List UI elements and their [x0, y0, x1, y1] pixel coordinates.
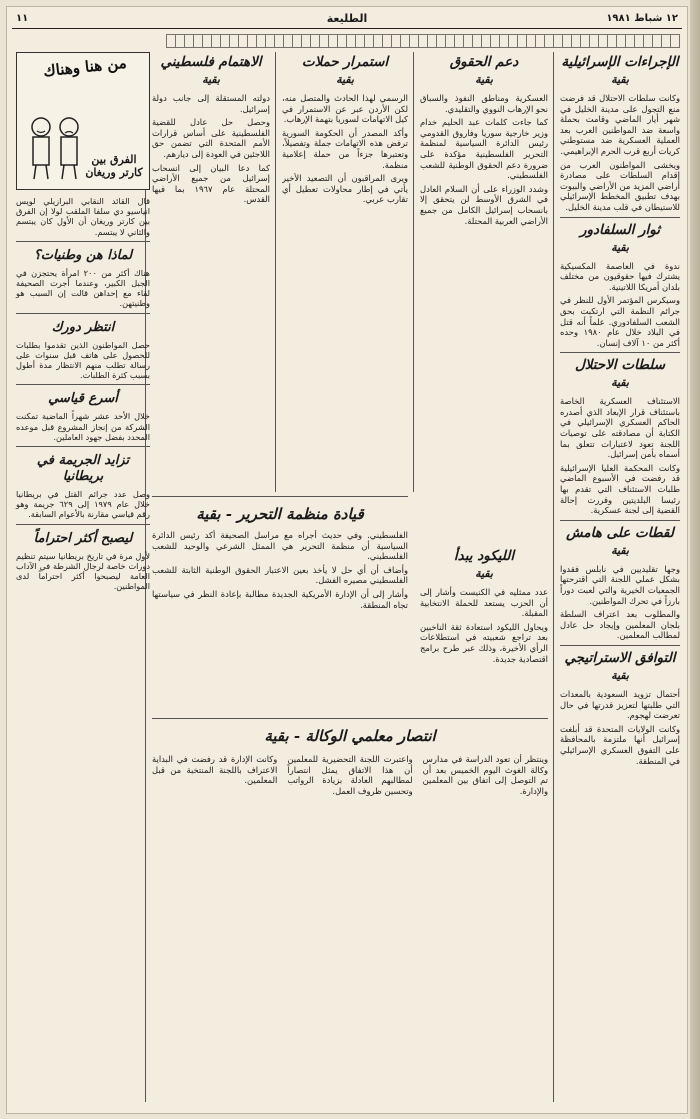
paragraph: وجها تقليديين في نابلس فقدوا بشكل عملي اللجنة التي اقترحتها الجمعيات الخيرية والتي لعبت دوراً بارزاً في تحرك المواطنين. — [560, 563, 680, 606]
headline: التوافق الاستراتيجي — [564, 649, 676, 666]
paragraph: وشدد الوزراء على أن السلام العادل في الشرق الأوسط لن يتحقق إلا بانسحاب إسرائيل الكامل من جميع الأراضي العربية المحتلة. — [420, 183, 548, 226]
subhead: بقية — [336, 73, 354, 86]
divider — [16, 241, 150, 242]
article-israeli-measures — [560, 54, 680, 213]
column-4-top — [152, 52, 270, 492]
sidebar-item-wait-your-turn — [16, 320, 150, 381]
paragraph: وكانت الولايات المتحدة قد أبلغت إسرائيل أنها ملتزمة بالمحافظة على التفوق العسكري الإسرائيلي في المنطقة. — [560, 723, 680, 766]
paragraph: واعتبرت اللجنة التحضيرية للمعلمين أن هذا الاتفاق يمثل انتصاراً لمطالبهم العادلة بزيادة الرواتب وتحسين ظروف العمل. — [287, 754, 413, 796]
divider — [560, 352, 680, 353]
subhead: بقية — [611, 73, 629, 86]
article-plo-leadership — [152, 530, 408, 690]
item-text: لأول مرة في تاريخ بريطانيا سيتم تنظيم دورات خاصة لرجال الشرطة في الآداب العامة ليصبحوا أكثر احتراماً لدى المواطنين. — [16, 550, 150, 592]
column-rule — [413, 52, 414, 492]
headline: انتظر دورك — [51, 319, 115, 335]
plo-leadership-headline-block: قيادة منظمة التحرير - بقية — [196, 505, 364, 523]
divider — [560, 520, 680, 521]
cartoon-text: قال القائد النقابي البرازيلي لويس انياسيو دي سلفا الملقب لولا إن الفرق بين كارتر وريغان أن الأول كان يبتسم والثاني لا يبتسم. — [16, 196, 150, 237]
paragraph: ويخشى المواطنون العرب من إقدام السلطات على مصادرة أراضي المزيد من الأراضي والبيوت بهدف تطبيق المخطط الإسرائيلي للاستيطان في قلب مدينة الخليل. — [560, 159, 680, 212]
section-rule — [152, 718, 548, 719]
headline: استمرار حملات — [301, 54, 389, 70]
subhead: بقية — [196, 505, 221, 523]
subhead: بقية — [264, 727, 289, 745]
headline: الليكود يبدأ — [453, 548, 515, 564]
column-3-top — [282, 52, 408, 492]
article-unrwa-teachers — [152, 754, 548, 1094]
article-salvador-rebels — [560, 222, 680, 349]
subhead: بقية — [611, 240, 629, 254]
article-support-rights — [420, 54, 548, 226]
subhead: بقية — [611, 376, 629, 390]
subhead: بقية — [202, 73, 220, 86]
page-number: ١١ — [16, 13, 29, 24]
newspaper-name: الطليعة — [326, 12, 368, 25]
column-rule — [553, 52, 554, 1102]
paragraph: عدد ممثليه في الكنيست وأشار إلى أن الحزب يستعد للحملة الانتخابية المقبلة. — [420, 587, 548, 619]
headline: سلطات الاحتلال — [574, 357, 666, 374]
headline: أسرع قياسي — [48, 391, 118, 407]
headline: تزايد الجريمة في بريطانيا — [36, 453, 130, 485]
item-text: خلال الأحد عشر شهراً الماضية تمكنت الشركة من إنجاز المشروع قبل موعده المحدد بفضل جهود العاملين. — [16, 411, 150, 442]
paragraph: دولته المستقلة إلى جانب دولة إسرائيل. — [152, 93, 270, 114]
headline: ثوار السلفادور — [579, 221, 661, 238]
divider — [16, 313, 150, 314]
paragraph: ويرى المراقبون أن التصعيد الأخير يأتي في إطار محاولات تعطيل أي تقارب عربي. — [282, 173, 408, 205]
item-text: هناك أكثر من ٢٠٠ امرأة يحتجزن في الجبل الكبير، وعندما أجرت الصحيفة لقاء مع إحداهن قالت إن السبب هو وطنيتهن. — [16, 267, 150, 309]
paragraph: أحتمال تزويد السعودية بالمعدات التي طلبتها لتعزيز قدرتها في حال تعرضت لهجوم. — [560, 688, 680, 721]
page-header — [12, 10, 682, 29]
paragraph: وأكد المصدر أن الحكومة السورية ترفض هذه الاتهامات جملة وتفصيلاً، وتعتبرها جزءاً من حملة إعلامية منظمة. — [282, 127, 408, 170]
subhead: بقية — [611, 543, 629, 557]
binder-edge — [690, 0, 700, 1119]
decorative-ruler — [166, 34, 680, 48]
headline: الاهتمام فلسطيني — [160, 54, 262, 70]
article-nablus-meetings — [560, 525, 680, 641]
divider — [560, 217, 680, 218]
subhead: بقية — [475, 567, 493, 580]
paragraph: وأشار إلى أن الإدارة الأمريكية الجديدة مطالبة بإعادة النظر في سياستها تجاه المنطقة. — [152, 588, 408, 610]
column-2-top — [420, 52, 548, 492]
article-continuing-campaigns — [282, 54, 408, 205]
headline: ليصبح أكثر احتراماً — [33, 530, 133, 546]
sidebar-item-crime-britain — [16, 453, 150, 520]
divider — [16, 446, 150, 447]
subhead: بقية — [611, 668, 629, 682]
newspaper-page — [6, 6, 688, 1114]
cartoon-caption: الفرق بين كارتر وريغان — [85, 153, 143, 179]
headline: قيادة منظمة التحرير — [237, 505, 364, 523]
paragraph: وكانت الإدارة قد رفضت في البداية الاعتراف باللجنة المنتخبة من قبل المعلمين. — [152, 754, 278, 786]
paragraph: وكانت سلطات الاحتلال قد فرضت منع التجول على مدينة الخليل في شهر أيار الماضي وقامت بحملة واسعة ضد المواطنين العرب بعد العملية العسكرية ضد مستوطني كريات أربع قرب الحرم الإبراهيمي. — [560, 93, 680, 156]
sidebar-item-why-patriots — [16, 248, 150, 309]
column-1 — [560, 52, 680, 1104]
article-likud-starts — [420, 546, 548, 706]
subhead: بقية — [475, 73, 493, 86]
sidebar-column — [16, 52, 150, 1106]
paragraph: الاستئناف العسكرية الخاصة باستئناف قرار الإبعاد الذي أصدره الحاكم العسكري الإسرائيلي في الكتابة أن مصادقته على توصيات اللجنة تعود لاعتبارات تتعلق بما أسماه بأمن إسرائيل. — [560, 396, 680, 460]
paragraph: ويحاول الليكود استعادة ثقة الناخبين بعد تراجع شعبيته في استطلاعات الرأي الأخيرة، وذلك عبر طرح برامج اقتصادية جديدة. — [420, 621, 548, 664]
paragraph: وحصل حل عادل للقضية الفلسطينية على أساس قرارات الأمم المتحدة التي تضمن حق اللاجئين في العودة إلى ديارهم. — [152, 117, 270, 159]
paragraph: وأضاف أن أي حل لا يأخذ بعين الاعتبار الحقوق الوطنية الثابتة للشعب الفلسطيني مصيره الفشل. — [152, 564, 408, 586]
article-strategic-consensus — [560, 650, 680, 766]
paragraph: وسيكرس المؤتمر الأول للنظر في جرائم النظمة التي ارتكبت بحق الشعب السلفادوري. علماً أنه قتل في البلاد خلال عام ١٩٨٠ وحده أكثر من ١٠ آلاف إنسان. — [560, 295, 680, 348]
cartoon-box — [16, 52, 150, 190]
column-rule — [275, 52, 276, 492]
headline: الإجراءات الإسرائيلية — [561, 54, 679, 70]
paragraph: الرسمي لهذا الحادث والمتصل منه، لكن الأردن عبر عن الاستمرار في كيل الاتهامات لسوريا بتهمة الإرهاب. — [282, 93, 408, 125]
paragraph: ندوة في العاصمة المكسيكية يشترك فيها حقوقيون من مختلف بلدان أمريكا اللاتينية. — [560, 260, 680, 292]
paragraph: العسكرية ومناطق النفوذ والسباق نحو الإرهاب النووي والتقليدي. — [420, 93, 548, 114]
headline: دعم الحقوق — [449, 54, 519, 70]
item-text: وصل عدد جرائم القتل في بريطانيا خلال عام ١٩٧٩ إلى ٦٢٩ جريمة وهو رقم قياسي مقارنة بالأعوام السابقة. — [16, 489, 150, 520]
sidebar-item-more-respected — [16, 531, 150, 592]
divider — [16, 524, 150, 525]
paragraph: كما دعا البيان إلى انسحاب إسرائيل من جميع الأراضي المحتلة عام ١٩٦٧ بما فيها القدس. — [152, 162, 270, 205]
paragraph: كما جاءت كلمات عبد الحليم خدام وزير خارجية سوريا وفاروق القدومي رئيس الدائرة السياسية لمنظمة التحرير الفلسطينية مؤكدة على ضرورة دعم الحقوق الوطنية للشعب الفلسطيني. — [420, 117, 548, 181]
section-rule — [152, 496, 408, 497]
paragraph: والمطلوب بعد اعتراف السلطة بلجان المعلمين وإيجاد حل عادل لمطالب المعلمين. — [560, 609, 680, 641]
paragraph: الفلسطيني. وفي حديث أجراه مع مراسل الصحيفة أكد رئيس الدائرة السياسية أن منظمة التحرير هي الممثل الشرعي والوحيد للشعب الفلسطيني. — [152, 530, 408, 562]
paragraph: وينتظر أن تعود الدراسة في مدارس وكالة الغوث اليوم الخميس بعد أن تم التوصل إلى اتفاق بين المعلمين والإدارة. — [422, 754, 548, 796]
paragraph: وكانت المحكمة العليا الإسرائيلية قد رفضت في الأسبوع الماضي طلبات الاستئناف التي تقدم بها رئيسا البلديتين وقررت إحالة القضية إلى لجنة عسكرية. — [560, 462, 680, 516]
item-text: حصل المواطنون الذين تقدموا بطلبات للحصول على هاتف قبل سنوات على رسالة تطلب منهم الانتظار مدة أطول بسبب كثرة الطلبات. — [16, 339, 150, 381]
headline: لماذا هن وطنيات؟ — [33, 247, 133, 263]
issue-date: ١٢ شباط ١٩٨١ — [606, 13, 678, 24]
article-occupation-authorities — [560, 357, 680, 516]
sidebar-item-fastest-record — [16, 391, 150, 442]
headline: انتصار معلمي الوكالة — [305, 727, 436, 745]
headline: لقطات على هامش — [566, 524, 674, 541]
cartoon-title: من هنا وهناك — [42, 53, 128, 81]
divider — [16, 384, 150, 385]
divider — [560, 645, 680, 646]
article-palestinian-concern — [152, 54, 270, 205]
unrwa-headline-block: انتصار معلمي الوكالة - بقية — [264, 727, 436, 745]
cartoon-figures-icon — [23, 107, 87, 183]
